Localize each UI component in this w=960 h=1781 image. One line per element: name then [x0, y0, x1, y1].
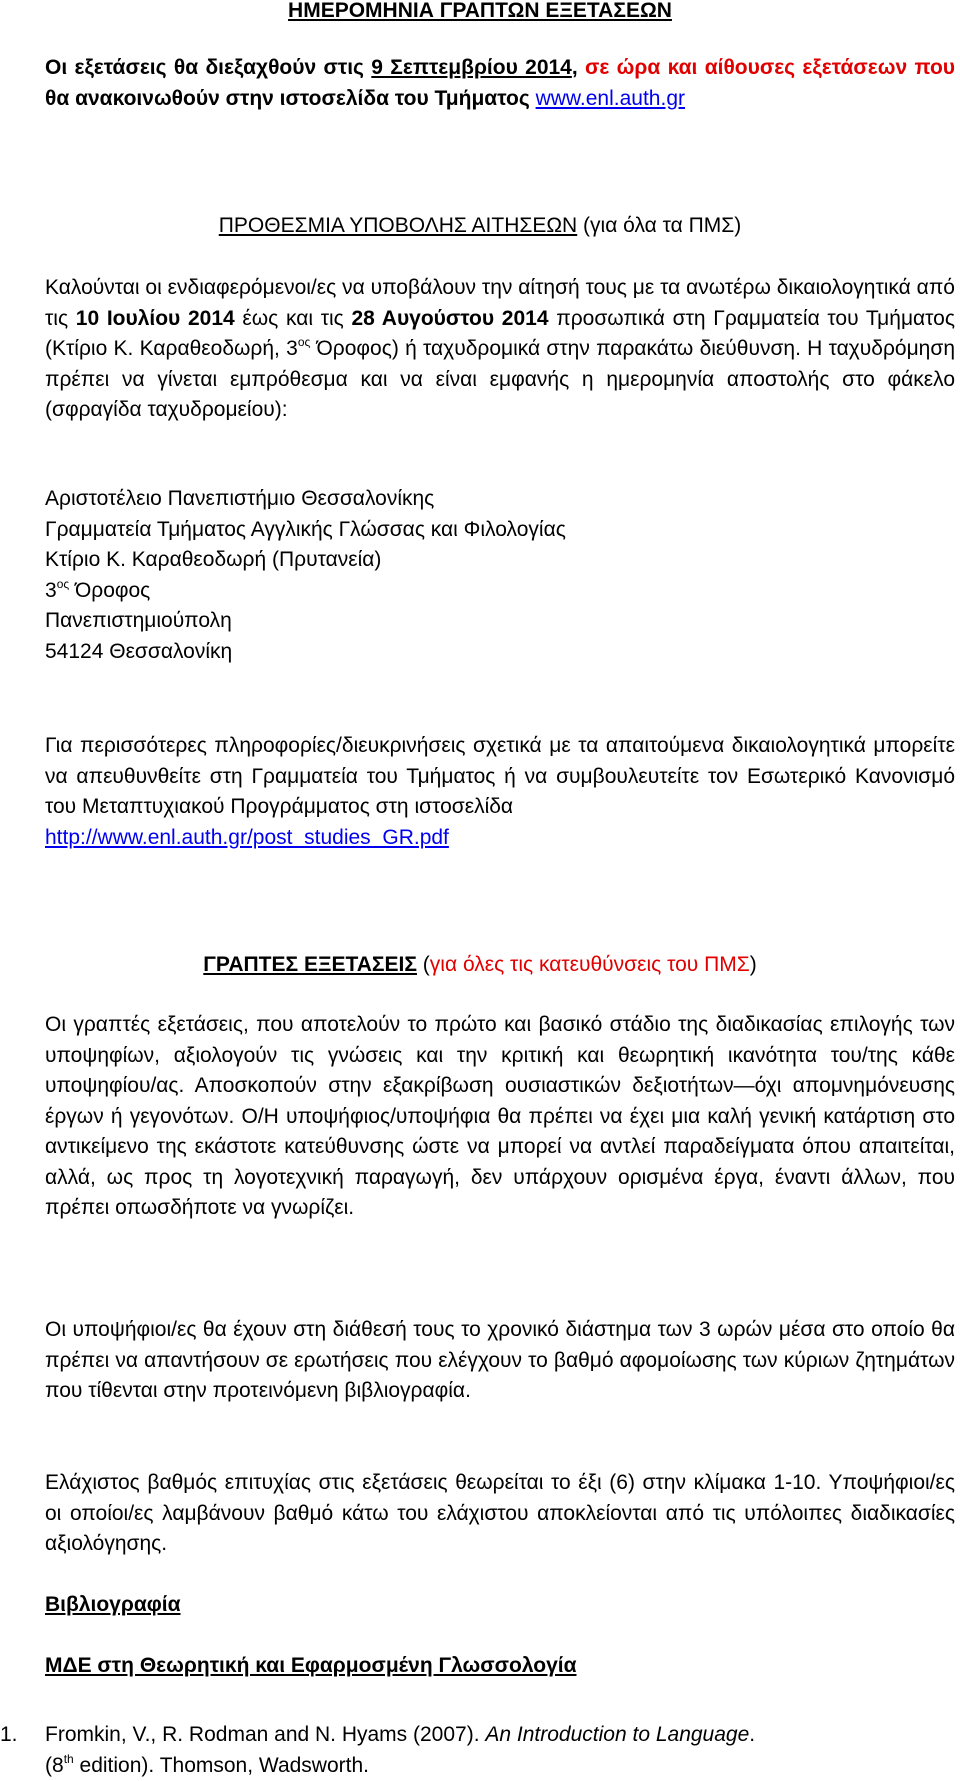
address-city: 54124 Θεσσαλονίκη	[45, 639, 233, 663]
exam-date-heading: ΗΜΕΡΟΜΗΝΙΑ ΓΡΑΠΤΩΝ ΕΞΕΤΑΣΕΩΝ	[288, 0, 672, 22]
address-campus: Πανεπιστημιούπολη	[45, 609, 232, 632]
address-floor	[45, 576, 955, 607]
deadline-date-end: 28 Αυγούστου 2014	[351, 306, 549, 330]
bibliography-item-title: An Introduction to Language	[485, 1723, 750, 1746]
postal-address	[45, 484, 955, 667]
address-floor-number: 3	[45, 578, 57, 602]
written-exams-heading-close: )	[749, 953, 757, 976]
bibliography-item-edition-sup: th	[63, 1751, 74, 1766]
address-floor-sup: ος	[56, 576, 70, 591]
deadline-heading-note: (για όλα τα ΠΜΣ)	[577, 214, 742, 237]
written-exams-paragraph-2: Οι υποψήφιοι/ες θα έχουν στη διάθεσή τους το χρονικό διάστημα των 3 ωρών μέσα στο οποίο θα πρέπει να απαντήσουν σε ερωτήσεις που ελέγχουν το βαθμό αφομοίωσης των κύριων ζητημάτων που τίθενται στην προτεινόμενη βιβλιογραφία.	[45, 1318, 955, 1402]
deadline-heading-title: ΠΡΟΘΕΣΜΙΑ ΥΠΟΒΟΛΗΣ ΑΙΤΗΣΕΩΝ	[218, 214, 578, 237]
bibliography-item-authors: Fromkin, V., R. Rodman and N. Hyams (2007).	[45, 1723, 486, 1746]
deadline-text-3: προσωπικά στη Γραμματεία του Τμήματος (Κτίριο Κ. Καραθεοδωρή, 3	[45, 306, 955, 360]
address-university: Αριστοτέλειο Πανεπιστήμιο Θεσσαλονίκης	[45, 487, 435, 510]
address-building: Κτίριο Κ. Καραθεοδωρή (Πρυτανεία)	[45, 548, 382, 571]
deadline-text-4: Όροφος) ή ταχυδρομικά στην παρακάτω διεύθυνση. Η ταχυδρόμηση πρέπει να γίνεται εμπρόθεσμα και να είναι εμφανής η ημερομηνία αποστολής στο φάκελο (σφραγίδα ταχυδρομείου):	[45, 337, 955, 421]
written-exams-paragraph-1: Οι γραπτές εξετάσεις, που αποτελούν το πρώτο και βασικό στάδιο της διαδικασίας επιλογής των υποψηφίων, αξιολογούν τις γνώσεις και την κριτική και θεωρητική ικανότητα του/της κάθε υποψηφίου/ας. Αποσκοπούν στην εξακρίβωση ουσιαστικών δεξιοτήτων—όχι απομνημόνευσης έργων ή γεγονότων. Ο/Η υποψήφιος/υποψήφια θα πρέπει να έχει μια καλή γενική κατάρτιση στο αντικείμενο της εκάστοτε κατεύθυνσης ώστε να μπορεί να αντλεί παραδείγματα όπου απαιτείται, αλλά, ως προς τη λογοτεχνική παραγωγή, δεν υπάρχουν ορισμένα έργα, έναντι άλλων, που πρέπει οπωσδήποτε να γνωρίζει.	[45, 1013, 955, 1219]
deadline-heading	[0, 211, 960, 242]
address-floor-word: Όροφος	[69, 578, 151, 602]
deadline-text-1: Καλούνται οι ενδιαφερόμενοι/ες να υποβάλουν την αίτησή τους με τα ανωτέρω δικαιολογητικά από τις	[45, 276, 955, 330]
department-website-link[interactable]: www.enl.auth.gr	[535, 86, 685, 110]
deadline-text-2: έως και τις	[234, 306, 352, 330]
bibliography-item-after-title: .	[749, 1723, 756, 1746]
address-secretariat: Γραμματεία Τμήματος Αγγλικής Γλώσσας και Φιλολογίας	[45, 517, 566, 541]
written-exams-heading-open: (	[416, 953, 430, 976]
info-paragraph	[45, 731, 955, 853]
written-exams-paragraph-3: Ελάχιστος βαθμός επιτυχίας στις εξετάσεις θεωρείται το έξι (6) στην κλίμακα 1-10. Υποψήφιοι/ες οι οποίοι/ες λαμβάνουν βαθμό κάτω του ελάχιστου αποκλείονται από τις υπόλοιπες διαδικασίες αξιολόγησης.	[45, 1471, 955, 1555]
exam-date-text-2: ,	[571, 56, 586, 79]
bibliography-heading: Βιβλιογραφία	[45, 1593, 181, 1616]
deadline-paragraph	[45, 273, 955, 426]
bibliography-item	[45, 1720, 955, 1781]
exam-date-text-1: Οι εξετάσεις θα διεξαχθούν στις	[45, 56, 372, 79]
deadline-floor-sup: ος	[297, 335, 311, 349]
deadline-date-start: 10 Ιουλίου 2014	[75, 306, 235, 330]
bibliography-item-edition-rest: edition). Thomson, Wadsworth.	[73, 1753, 369, 1777]
regulations-link[interactable]: http://www.enl.auth.gr/post_studies_GR.pdf	[45, 825, 449, 849]
exam-date-text-3: θα ανακοινωθούν στην ιστοσελίδα του Τμήματος	[45, 86, 536, 110]
written-exams-heading	[0, 950, 960, 981]
bibliography-item-edition-open: (8	[45, 1753, 64, 1777]
written-exams-heading-title: ΓΡΑΠΤΕΣ ΕΞΕΤΑΣΕΙΣ	[203, 953, 417, 976]
exam-date-value: 9 Σεπτεμβρίου 2014	[371, 56, 572, 79]
info-text: Για περισσότερες πληροφορίες/διευκρινήσεις σχετικά με τα απαιτούμενα δικαιολογητικά μπορείτε να απευθυνθείτε στη Γραμματεία του Τμήματος ή να συμβουλευτείτε τον Εσωτερικό Κανονισμό του Μεταπτυχιακού Προγράμματος στη ιστοσελίδα	[45, 734, 955, 818]
written-exams-heading-note: για όλες τις κατευθύνσεις του ΠΜΣ	[429, 953, 750, 976]
bibliography-item-number: 1.	[0, 1723, 18, 1746]
exam-date-paragraph	[45, 53, 955, 114]
bibliography-subheading: ΜΔΕ στη Θεωρητική και Εφαρμοσμένη Γλωσσολογία	[45, 1654, 577, 1677]
exam-date-red-text: σε ώρα και αίθουσες εξετάσεων που	[585, 56, 956, 79]
